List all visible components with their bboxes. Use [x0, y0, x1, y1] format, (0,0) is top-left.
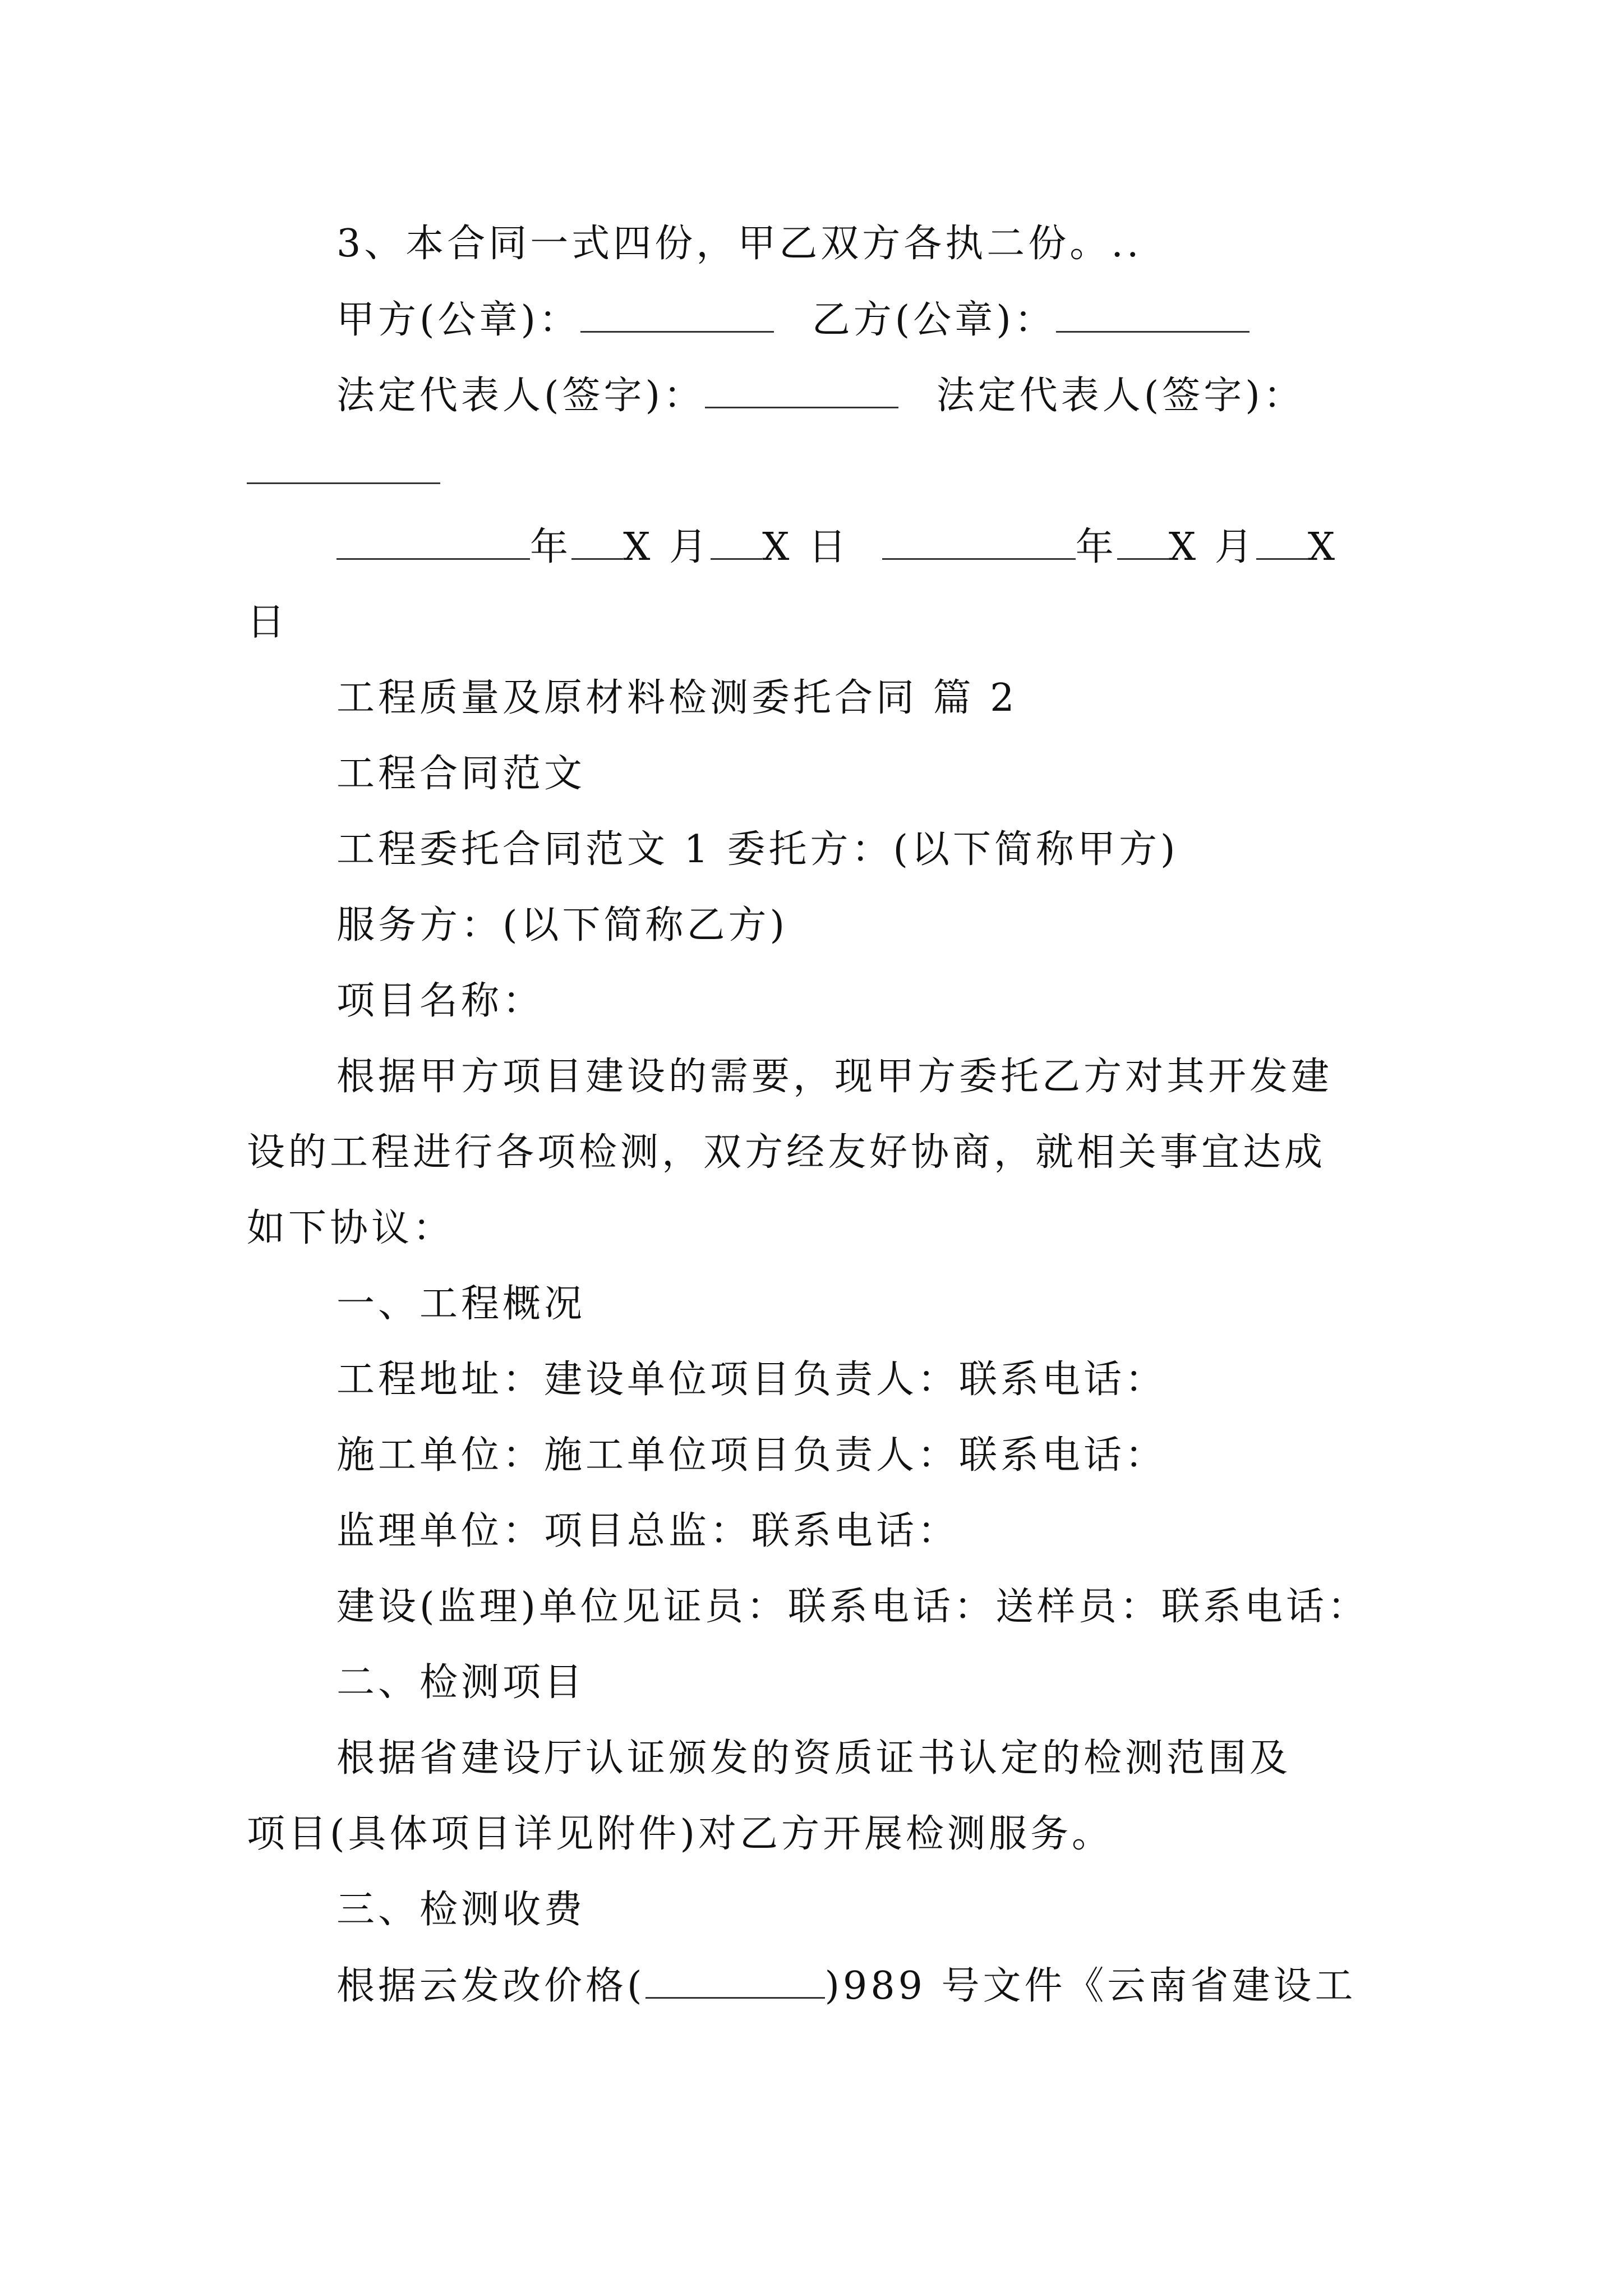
text-span: 工程地址：建设单位项目负责人：联系电话：: [336, 1358, 1167, 1402]
text-line-18: [336, 1509, 1486, 1554]
text-line-21: [336, 1736, 1486, 1781]
day-blank: [711, 524, 762, 560]
text-line-6: [247, 600, 1396, 645]
text-line-4: [247, 449, 1396, 494]
text-span: 年: [1075, 525, 1117, 569]
text-line-12: [336, 1055, 1486, 1099]
year-blank: [336, 524, 530, 560]
text-span: X 日: [762, 525, 850, 569]
text-span: 设的工程进行各项检测，双方经友好协商，就相关事宜达成: [247, 1130, 1326, 1175]
text-line-24: [336, 1963, 1486, 2009]
text-span: 3、本合同一式四份，甲乙双方各执二份。..: [336, 222, 1142, 266]
month-blank: [1117, 524, 1169, 560]
text-line-16: [336, 1358, 1486, 1402]
text-line-1: [336, 222, 1486, 266]
month-blank: [571, 524, 623, 560]
text-line-14: [247, 1206, 1396, 1251]
text-span: 项目(具体项目详见附件)对乙方开展检测服务。: [247, 1812, 1114, 1856]
text-line-11: [336, 979, 1486, 1024]
text-line-22: [247, 1812, 1396, 1857]
text-line-9: [336, 827, 1486, 872]
text-span: X: [1307, 525, 1339, 569]
text-span: 监理单位：项目总监：联系电话：: [336, 1509, 960, 1553]
text-line-17: [336, 1433, 1486, 1478]
text-span: 如下协议：: [247, 1206, 455, 1250]
text-span: 施工单位：施工单位项目负责人：联系电话：: [336, 1433, 1167, 1478]
text-span: 年: [530, 525, 572, 569]
party-a-seal-label: 甲方(公章)：: [336, 298, 581, 342]
text-span: 项目名称：: [336, 979, 545, 1023]
text-line-23: [336, 1888, 1486, 1932]
text-span: 三、检测收费: [336, 1888, 586, 1932]
signature-blank: [705, 373, 898, 408]
text-span: X 月: [1168, 525, 1256, 569]
text-span: 日: [247, 600, 289, 645]
text-line-13: [247, 1130, 1396, 1175]
party-a-rep-label: 法定代表人(签字)：: [336, 374, 706, 418]
text-span: 工程合同范文: [336, 752, 586, 796]
party-b-rep-label: 法定代表人(签字)：: [936, 374, 1305, 418]
text-line-10: [336, 903, 1486, 948]
text-span: 二、检测项目: [336, 1660, 586, 1705]
text-span: 根据云发改价格(: [336, 1964, 645, 2008]
signature-blank: [1056, 297, 1249, 333]
day-blank: [1256, 524, 1308, 560]
text-line-2: [336, 297, 1486, 343]
year-blank: [882, 524, 1076, 560]
text-span: 一、工程概况: [336, 1282, 586, 1326]
party-b-seal-label: 乙方(公章)：: [811, 298, 1056, 342]
text-line-20: [336, 1660, 1486, 1705]
text-line-19: [336, 1585, 1486, 1630]
text-line-8: [336, 752, 1486, 797]
text-span: 工程委托合同范文 1 委托方：(以下简称甲方): [336, 827, 1179, 872]
text-span: 服务方：(以下简称乙方): [336, 903, 789, 947]
text-span: 根据甲方项目建设的需要，现甲方委托乙方对其开发建: [336, 1055, 1333, 1099]
section-title: [336, 676, 1486, 721]
text-span: 建设(监理)单位见证员：联系电话：送样员：联系电话：: [336, 1585, 1370, 1629]
text-span: 根据省建设厅认证颁发的资质证书认定的检测范围及: [336, 1736, 1292, 1780]
text-span: 工程质量及原材料检测委托合同 篇 2: [336, 676, 1018, 720]
signature-blank: [580, 297, 774, 333]
text-span: )989 号文件《云南省建设工: [824, 1964, 1357, 2008]
document-number-blank: [645, 1963, 825, 1999]
text-line-3: [336, 373, 1486, 418]
signature-blank: [247, 449, 440, 484]
text-line-15: [336, 1282, 1486, 1327]
text-span: X 月: [623, 525, 711, 569]
date-line: [336, 524, 1486, 570]
